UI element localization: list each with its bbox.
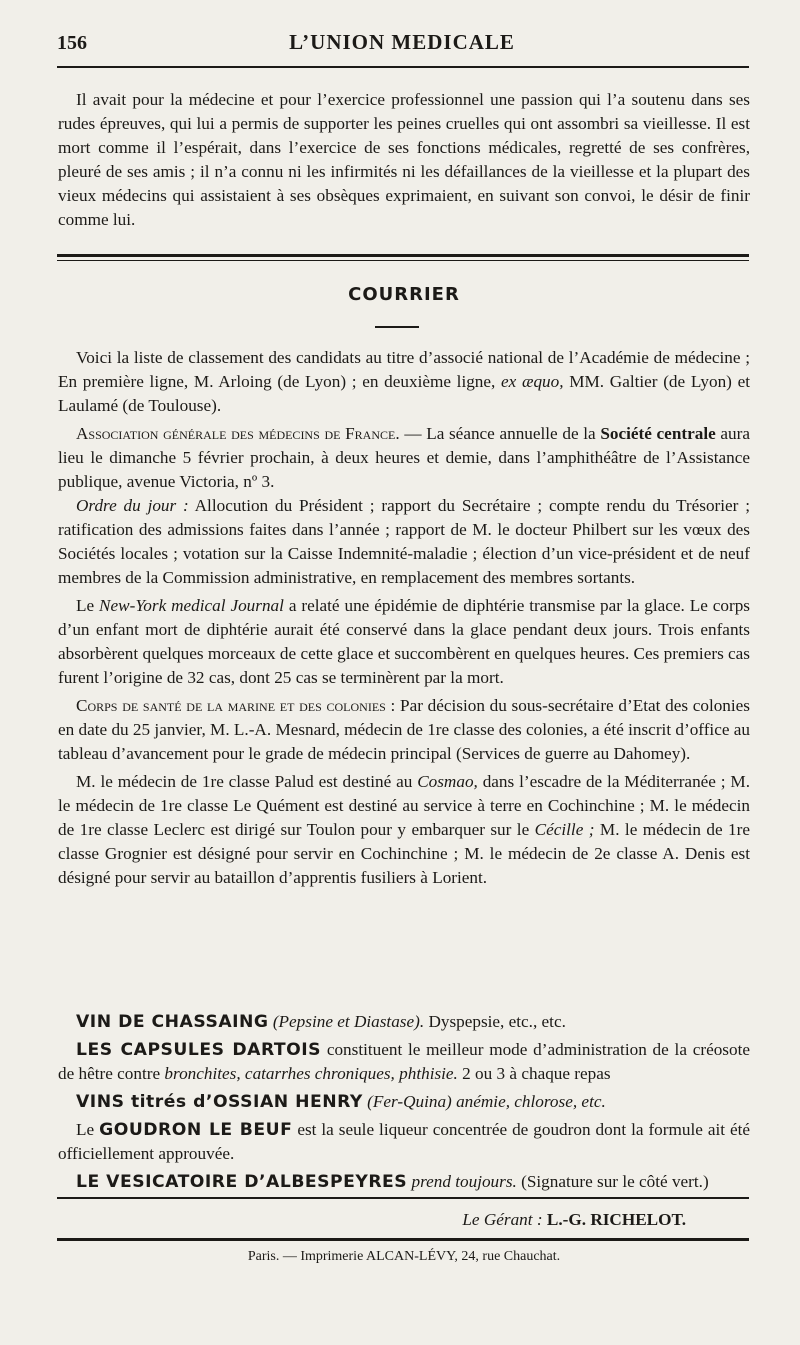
- mutations-paragraph: M. le médecin de 1re classe Palud est destiné au Cosmao, dans l’escadre de la Méditerranée ; M. le médecin de 1re classe Le Quément est destiné au service à terre en Cochinchine ; M. le médecin de 1re classe Leclerc est dirigé sur Toulon pour y embarquer sur le Cécille ; M. le médecin de 1re classe Grognier est désigné pour servir en Cochinchine ; M. le médecin de 2e classe A. Denis est désigné pour servir au bataillon d’apprentis fusiliers à Lorient.: [58, 772, 751, 887]
- signature: [58, 1208, 686, 1232]
- imprint: Paris. — Imprimerie ALCAN-LÉVY, 24, rue Chauchat.: [247, 1249, 561, 1264]
- signature-label: Le Gérant :: [462, 1210, 543, 1229]
- obituary-text: Il avait pour la médecine et pour l’exercice professionnel une passion qui l’a soutenu dans ses rudes épreuves, qui lui a permis de supporter les peines cruelles qui ont assombri sa vieillesse. Il est mort comme il l’espérait, dans l’exercice de ses fonctions médicales, regretté de ses confrères, pleuré de ses amis ; il n’a connu ni les infirmités ni les défaillances de la vieillesse et la plupart des vieux médecins qui assistaient à ses obsèques exprimaient, en suivant son convoi, le désir de finir comme lui.: [58, 90, 750, 229]
- ad-ossian-henry: VINS titrés d’OSSIAN HENRY (Fer-Quina) anémie, chlorose, etc.: [76, 1092, 606, 1112]
- ordre-du-jour-paragraph: Ordre du jour : Allocution du Président ; rapport du Secrétaire ; compte rendu du Trésorier ; ratification des admissions faites dans l’année ; rapport de M. le docteur Philbert sur les vœux des Sociétés locales ; votation sur la Caisse Indemnité-maladie ; élection d’un vice-président et de neuf membres de la Commission administrative, en remplacement des membres sortants.: [58, 496, 750, 587]
- academie-paragraph: Voici la liste de classement des candidats au titre d’associé national de l’Académie de médecine ; En première ligne, M. Arloing (de Lyon) ; en deuxième ligne, ex æquo, MM. Galtier (de Lyon) et Laulamé (de Toulouse).: [58, 348, 750, 415]
- section-divider-thin: [57, 260, 749, 261]
- ad-goudron: Le GOUDRON LE BEUF est la seule liqueur concentrée de goudron dont la formule ait été officiellement approuvée.: [58, 1120, 751, 1163]
- courrier-heading: COURRIER: [348, 284, 460, 305]
- ad-chassaing: VIN DE CHASSAING (Pepsine et Diastase). Dyspepsie, etc., etc.: [76, 1012, 566, 1032]
- ad-dartois: LES CAPSULES DARTOIS constituent le meilleur mode d’administration de la créosote de hêtre contre bronchites, catarrhes chroniques, phthisie. 2 ou 3 à chaque repas: [58, 1040, 750, 1083]
- journal-title: L’UNION MEDICALE: [289, 30, 515, 54]
- section-divider-thick: [57, 254, 749, 257]
- association-paragraph: Association générale des médecins de France. — La séance annuelle de la Société centrale aura lieu le dimanche 5 février prochain, à deux heures et demie, dans l’amphithéâtre de l’Assistance publique, avenue Victoria, nº 3.: [58, 424, 750, 491]
- heading-underline: [375, 326, 419, 328]
- obituary-paragraph: [58, 88, 750, 232]
- page-header: [57, 28, 747, 68]
- page-number: 156: [57, 32, 87, 54]
- ads-divider: [57, 1197, 749, 1199]
- signature-name: L.-G. RICHELOT.: [542, 1210, 686, 1229]
- diphterie-paragraph: Le New-York medical Journal a relaté une épidémie de diphtérie transmise par la glace. Le corps d’un enfant mort de diphtérie aurait été conservé dans la glace pendant deux jours. Trois enfants absorbèrent quelques morceaux de cette glace et succombèrent en quelques heures. Ces premiers cas furent l’origine de 32 cas, dont 25 cas se terminèrent par la mort.: [58, 596, 750, 687]
- advertisements: [58, 1010, 750, 1194]
- header-rule: [57, 66, 749, 68]
- corps-de-sante-paragraph: Corps de santé de la marine et des colonies : Par décision du sous-secrétaire d’Etat des colonies en date du 25 janvier, M. L.-A. Mesnard, médecin de 1re classe des colonies, a été inscrit d’office au tableau d’avancement pour le grade de médecin principal (Services de guerre au Dahomey).: [58, 696, 750, 763]
- ad-albespeyres: LE VESICATOIRE D’ALBESPEYRES prend toujours. (Signature sur le côté vert.): [76, 1172, 709, 1192]
- courrier-body: [58, 346, 750, 890]
- signature-divider: [57, 1238, 749, 1241]
